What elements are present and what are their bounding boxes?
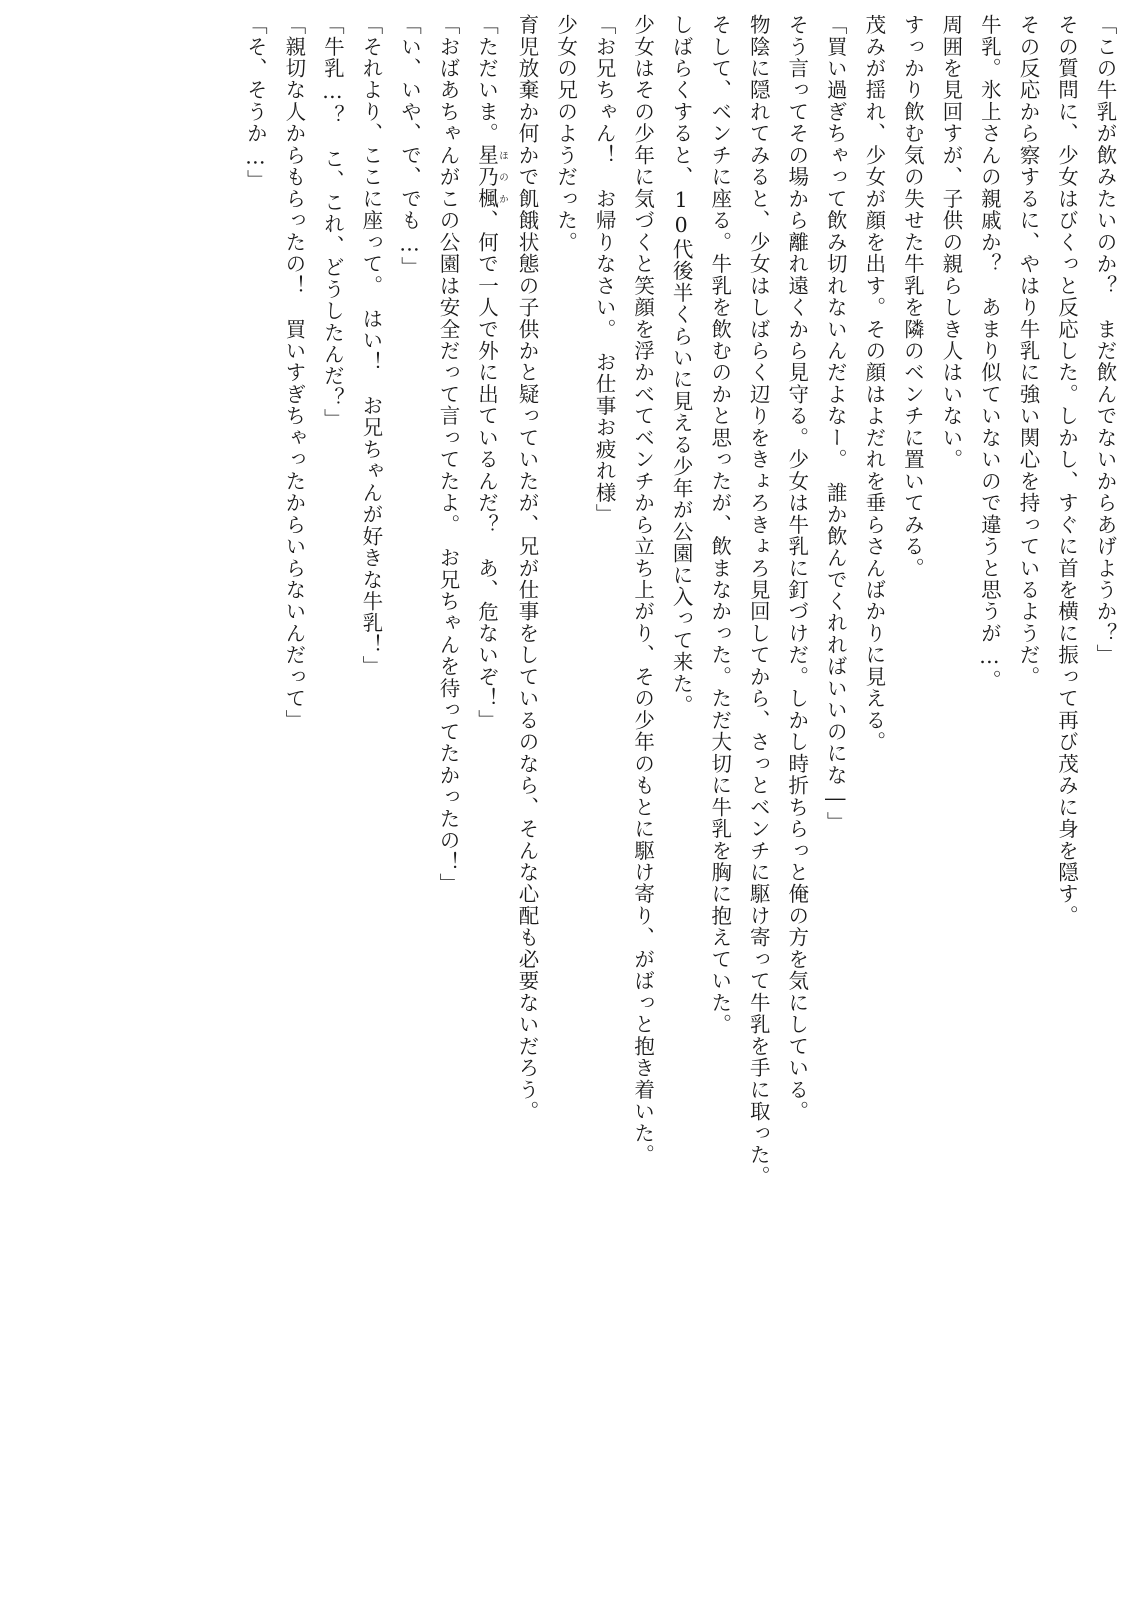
ruby-name-hosonoka: 星乃楓ほのか: [474, 144, 508, 210]
paragraph: そして、ベンチに座る。牛乳を飲むのかと思ったが、飲まなかった。ただ大切に牛乳を胸に抱えていた。: [707, 14, 732, 1036]
paragraph: 「そ、そうか…」: [243, 14, 268, 192]
paragraph: 物陰に隠れてみると、少女はしばらく辺りをきょろきょろ見回してから、さっとベンチに駆け寄って牛乳を手に取った。: [746, 14, 771, 1188]
paragraph: 周囲を見回すが、子供の親らしき人はいない。: [938, 14, 963, 471]
paragraph: そう言ってその場から離れ遠くから見守る。少女は牛乳に釘づけだ。しかし時折ちらっと俺の方を気にしている。: [784, 14, 809, 1123]
vertical-text-body: [16, 14, 1124, 1584]
paragraph: 少女はその少年に気づくと笑顔を浮かべてベンチから立ち上がり、その少年のもとに駆け寄り、がばっと抱き着いた。: [630, 14, 655, 1166]
paragraph: 育児放棄か何かで飢餓状態の子供かと疑っていたが、兄が仕事をしているのなら、そんな心配も必要ないだろう。: [515, 14, 540, 1123]
ruby-reading: ほのか: [497, 144, 508, 210]
paragraph: 「牛乳…？ こ、これ、どうしたんだ？」: [320, 14, 345, 431]
paragraph: 少女の兄のようだった。: [553, 14, 578, 254]
paragraph: 「おばあちゃんがこの公園は安全だって言ってたよ。 お兄ちゃんを待ってたかったの！」: [435, 14, 460, 895]
paragraph: 牛乳。氷上さんの親戚か？ あまり似ていないので違うと思うが…。: [977, 14, 1002, 692]
paragraph: 「お兄ちゃん！ お帰りなさい。 お仕事お疲れ様」: [592, 14, 617, 526]
paragraph: 茂みが揺れ、少女が顔を出す。その顔はよだれを垂らさんばかりに見える。: [861, 14, 886, 753]
paragraph: すっかり飲む気の失せた牛乳を隣のベンチに置いてみる。: [900, 14, 925, 579]
paragraph: その反応から察するに、やはり牛乳に強い関心を持っているようだ。: [1015, 14, 1040, 688]
paragraph: 「い、いや、で、でも…」: [397, 14, 422, 279]
paragraph: 「この牛乳が飲みたいのか？ まだ飲んでないからあげようか？」: [1093, 14, 1117, 666]
paragraph: 「それより、ここに座って。 はい！ お兄ちゃんが好きな牛乳！」: [358, 14, 383, 678]
paragraph: 「親切な人からもらったの！ 買いすぎちゃったからいらないんだって」: [281, 14, 306, 732]
ruby-line-suffix: 、何で一人で外に出ているんだ？ あ、危ないぞ！」: [474, 209, 499, 732]
ruby-line-prefix: 「ただいま。: [474, 14, 499, 145]
paragraph: その質問に、少女はびくっと反応した。しかし、すぐに首を横に振って再び茂みに身を隠す。: [1054, 14, 1079, 927]
paragraph: しばらくすると、10代後半くらいに見える少年が公園に入って来た。: [669, 14, 694, 717]
paragraph: 「買い過ぎちゃって飲み切れないんだよなー。 誰か飲んでくれればいいのにな―」: [823, 14, 848, 833]
paragraph-with-ruby: [467, 14, 508, 1584]
